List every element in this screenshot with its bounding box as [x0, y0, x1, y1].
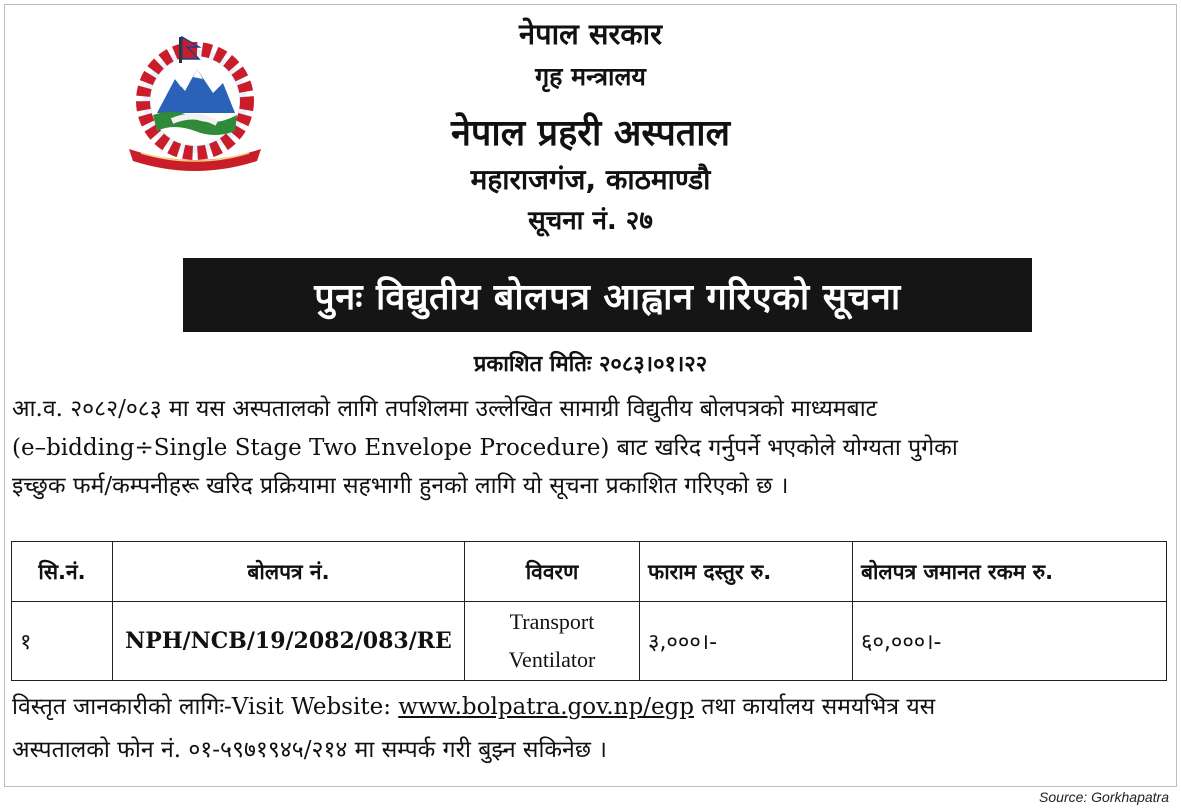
footer-prefix: विस्तृत जानकारीको लागिः-Visit Website:: [12, 694, 399, 720]
footer-line: [12, 686, 1170, 729]
ministry-heading: गृह मन्त्रालय: [535, 62, 646, 91]
hospital-name: नेपाल प्रहरी अस्पताल: [450, 113, 731, 154]
source-credit: Source: Gorkhapatra: [1039, 789, 1169, 805]
notice-number: सूचना नं. २७: [528, 206, 653, 236]
govt-heading: नेपाल सरकार: [519, 17, 662, 51]
col-header-sn: सि.नं.: [12, 542, 113, 602]
notice-title: पुनः विद्युतीय बोलपत्र आह्वान गरिएको सूचना: [183, 258, 1032, 332]
hospital-address: महाराजगंज, काठमाण्डौ: [470, 163, 711, 196]
website-link[interactable]: www.bolpatra.gov.np/egp: [398, 694, 695, 720]
footer-suffix: तथा कार्यालय समयभित्र यस: [694, 694, 936, 720]
intro-line: आ.व. २०८२/०८३ मा यस अस्पतालको लागि तपशिलमा उल्लेखित सामाग्री विद्युतीय बोलपत्रको माध्यमबाट: [12, 396, 878, 422]
table-header-row: [12, 542, 1167, 602]
intro-line: इच्छुक फर्म/कम्पनीहरू खरिद प्रक्रियामा सहभागी हुनको लागि यो सूचना प्रकाशित गरिएको छ ।: [12, 473, 789, 499]
col-header-form-fee: फाराम दस्तुर रु.: [640, 542, 853, 602]
cell-description: [465, 602, 640, 681]
col-header-description: विवरण: [465, 542, 640, 602]
published-date: प्रकाशित मितिः २०८३।०१।२२: [473, 352, 708, 377]
bid-table: [11, 541, 1167, 681]
intro-paragraph: [12, 390, 1170, 506]
description-line: Transport: [509, 609, 595, 634]
col-header-bid-security: बोलपत्र जमानत रकम रु.: [853, 542, 1167, 602]
footer-info: [12, 686, 1170, 772]
description-line: Ventilator: [508, 647, 596, 672]
intro-line: (e–bidding÷Single Stage Two Envelope Procedure) बाट खरिद गर्नुपर्ने भएकोले योग्यता पुगेका: [12, 434, 958, 461]
cell-bid-security: ६०,०००।-: [853, 602, 1167, 681]
table-row: [12, 602, 1167, 681]
cell-form-fee: ३,०००।-: [640, 602, 853, 681]
cell-sn: १: [12, 602, 113, 681]
cell-bid-no: NPH/NCB/19/2082/083/RE: [113, 602, 465, 681]
footer-line: अस्पतालको फोन नं. ०१-५९७१९४५/२१४ मा सम्पर्क गरी बुझ्न सकिनेछ ।: [12, 737, 607, 763]
col-header-bid-no: बोलपत्र नं.: [113, 542, 465, 602]
